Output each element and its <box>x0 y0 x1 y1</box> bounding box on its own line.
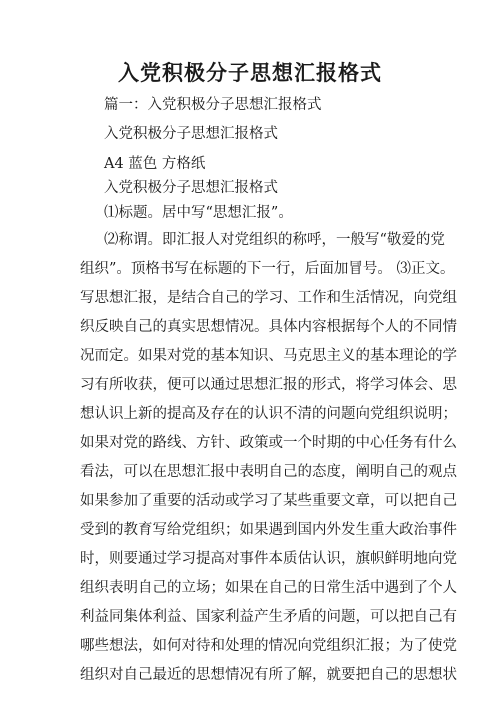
body-line: 组织表明自己的立场；如果在自己的日常生活中遇到了个人 <box>80 580 457 596</box>
title-rule-line: ⑴标题。居中写“思想汇报”。 <box>104 205 293 221</box>
section-heading: 篇一：入党积极分子思想汇报格式 <box>104 97 322 113</box>
body-line: 看法，可以在思想汇报中表明自己的态度，阐明自己的观点 <box>80 464 457 480</box>
body-line: 如果参加了重要的活动或学习了某些重要文章，可以把自己 <box>80 493 457 509</box>
body-line: 受到的教育写给党组织；如果遇到国内外发生重大政治事件 <box>80 522 457 538</box>
body-line: 写思想汇报，是结合自己的学习、工作和生活情况，向党组 <box>80 290 457 306</box>
body-line: 如果对党的路线、方针、政策或一个时期的中心任务有什么 <box>80 435 457 451</box>
body-line: 织反映自己的真实思想情况。具体内容根据每个人的不同情 <box>80 319 457 335</box>
body-line: 习有所收获，便可以通过思想汇报的形式，将学习体会、思 <box>80 377 457 393</box>
body-line: 想认识上新的提高及存在的认识不清的问题向党组织说明； <box>80 406 457 422</box>
body-line: 利益同集体利益、国家利益产生矛盾的问题，可以把自己有 <box>80 609 457 625</box>
body-line: 组织对自己最近的思想情况有所了解，就要把自己的思想状 <box>80 667 457 683</box>
subtitle-line: 入党积极分子思想汇报格式 <box>104 126 278 142</box>
body-line: 况而定。如果对党的基本知识、马克思主义的基本理论的学 <box>80 348 457 364</box>
body-line: 组织”。顶格书写在标题的下一行，后面加冒号。 ⑶正文。 <box>80 261 455 277</box>
body-line: ⑵称谓。即汇报人对党组织的称呼，一般写“敬爱的党 <box>104 232 445 248</box>
body-line: 哪些想法，如何对待和处理的情况向党组织汇报；为了使党 <box>80 638 457 654</box>
paper-spec-line: A4 蓝色 方格纸 <box>104 156 206 172</box>
document-title: 入党积极分子思想汇报格式 <box>118 60 382 85</box>
body-line: 时，则要通过学习提高对事件本质估认识，旗帜鲜明地向党 <box>80 551 457 567</box>
subtitle-line-repeat: 入党积极分子思想汇报格式 <box>104 180 278 196</box>
